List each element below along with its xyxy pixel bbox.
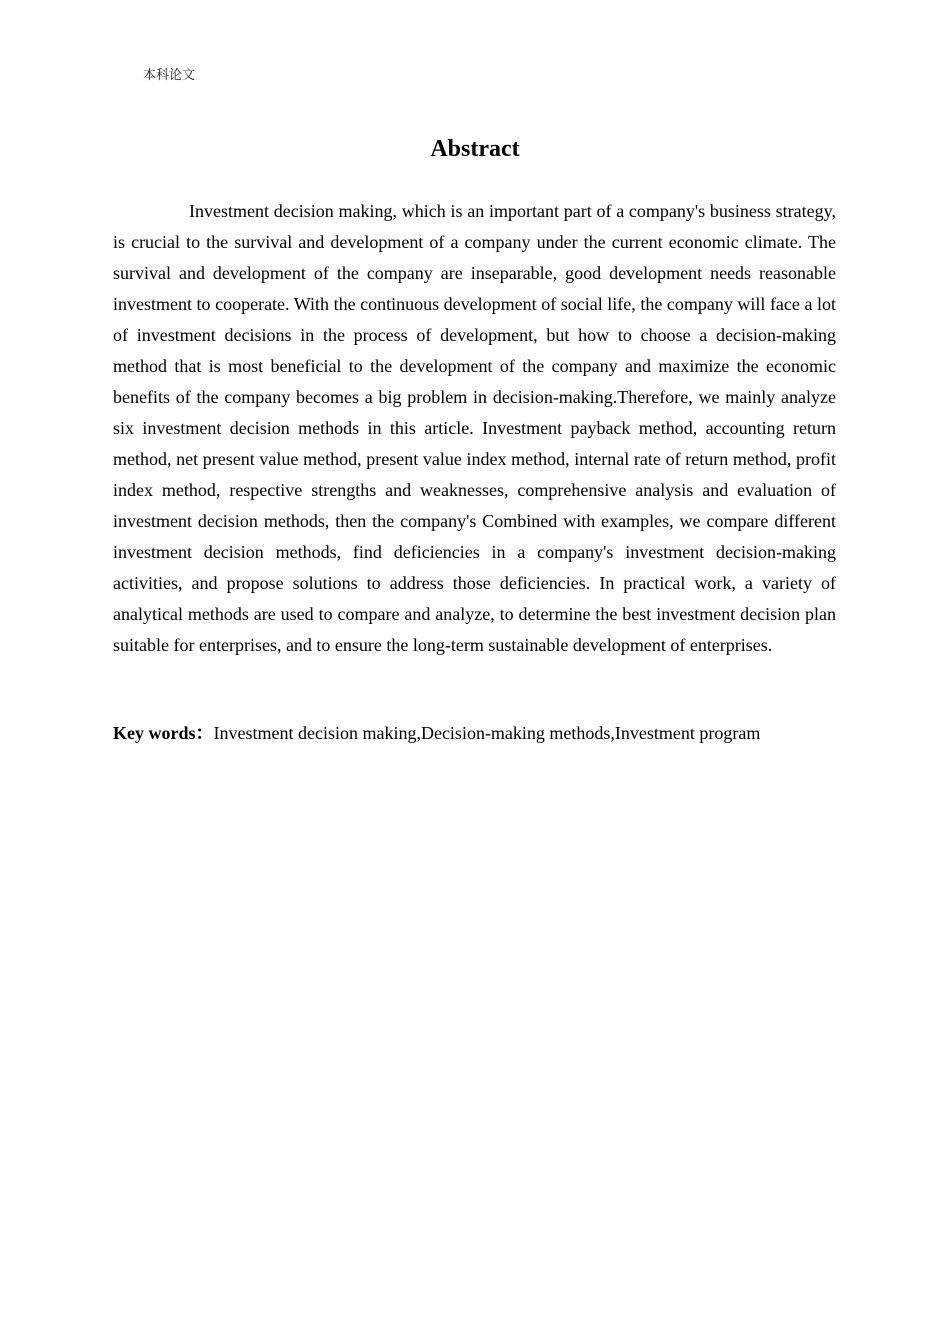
abstract-body: Investment decision making, which is an important part of a company's business strategy, is crucial to the survival and development of a company under the current economic climate. The survival and development of the company are inseparable, good development needs reasonable investment to cooperate. With the continuous development of social life, the company will face a lot of investment decisions in the process of development, but how to choose a decision-making method that is most beneficial to the development of the company and maximize the economic benefits of the company becomes a big problem in decision-making.Therefore, we mainly analyze six investment decision methods in this article. Investment payback method, accounting return method, net present value method, present value index method, internal rate of return method, profit index method, respective strengths and weaknesses, comprehensive analysis and evaluation of investment decision methods, then the company's Combined with examples, we compare different investment decision methods, find deficiencies in a company's investment decision-making activities, and propose solutions to address those deficiencies. In practical work, a variety of analytical methods are used to compare and analyze, to determine the best investment decision plan suitable for enterprises, and to ensure the long-term sustainable development of enterprises. [113, 201, 836, 655]
abstract-title: Abstract [430, 136, 520, 162]
running-header: 本科论文 [143, 68, 196, 83]
keywords-text: Investment decision making,Decision-making methods,Investment program [213, 723, 761, 743]
keywords-line [113, 718, 853, 749]
keywords-label: Key words： [113, 723, 214, 743]
